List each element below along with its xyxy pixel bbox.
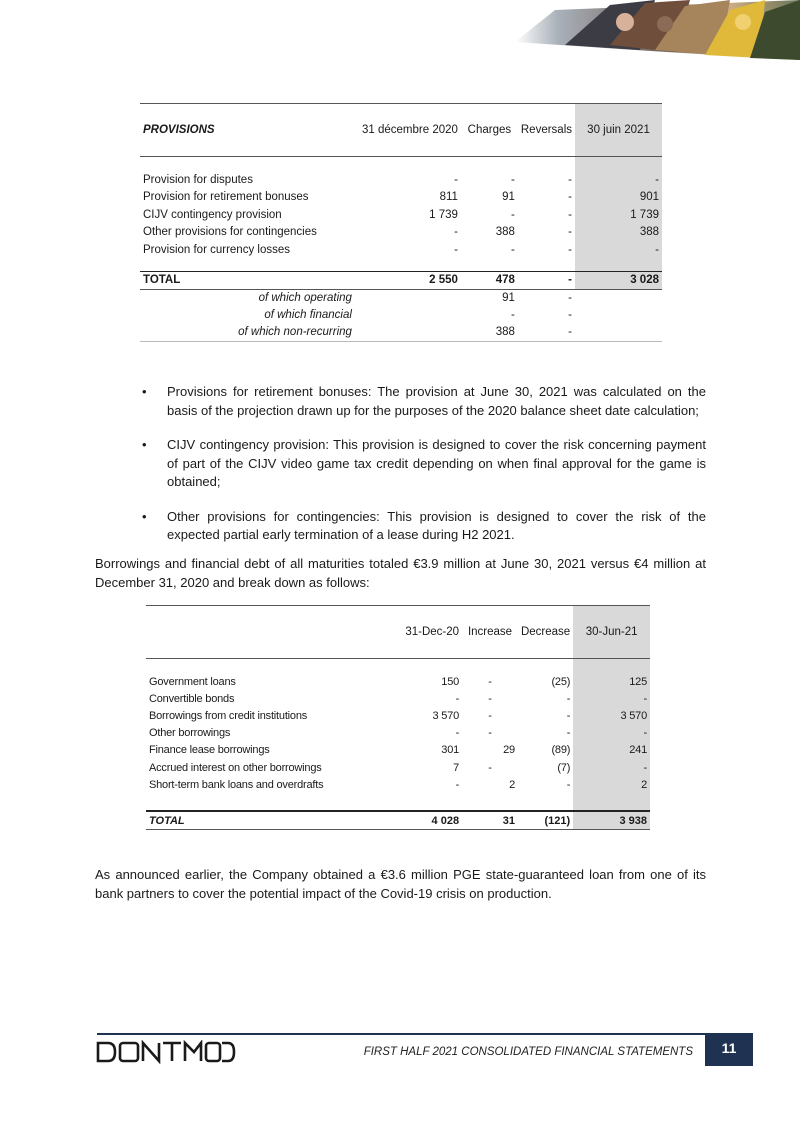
table-row bbox=[146, 776, 650, 793]
cell: - bbox=[518, 271, 575, 289]
cell: 4 028 bbox=[370, 811, 462, 830]
header-dec-20: 31-Dec-20 bbox=[370, 606, 462, 659]
row-label: CIJV contingency provision bbox=[143, 208, 282, 221]
list-item bbox=[140, 383, 706, 420]
list-item-text: CIJV contingency provision: This provision is designed to cover the risk concerning payment of part of the CIJV video game tax credit depending on when final approval for the game is obtained; bbox=[167, 437, 706, 489]
cell: 125 bbox=[573, 673, 650, 690]
cell: - bbox=[511, 208, 515, 221]
cell: 7 bbox=[453, 761, 460, 774]
cell: 3 570 bbox=[432, 709, 460, 722]
cell: 91 bbox=[502, 292, 515, 304]
row-label: Government loans bbox=[149, 675, 236, 688]
cell: 91 bbox=[502, 191, 515, 204]
provisions-table bbox=[140, 103, 662, 342]
cell: - bbox=[575, 241, 662, 259]
cell: 478 bbox=[461, 271, 518, 289]
table-row bbox=[146, 742, 650, 759]
dontnod-logo bbox=[96, 1040, 236, 1064]
header-decrease: Decrease bbox=[518, 606, 573, 659]
page-number: 11 bbox=[705, 1033, 753, 1066]
table-row bbox=[146, 725, 650, 742]
cell: (89) bbox=[551, 744, 571, 757]
table-row bbox=[140, 241, 662, 259]
row-label: Accrued interest on other borrowings bbox=[149, 761, 322, 774]
cell: - bbox=[488, 709, 492, 722]
cell: - bbox=[518, 324, 575, 342]
row-label: Other borrowings bbox=[149, 727, 231, 740]
table-row bbox=[140, 224, 662, 242]
table-row bbox=[146, 759, 650, 776]
sub-row bbox=[140, 324, 662, 342]
cell: - bbox=[454, 243, 458, 256]
cell: - bbox=[568, 191, 573, 204]
provisions-notes-list bbox=[140, 383, 706, 561]
cell: - bbox=[575, 171, 662, 189]
total-label: TOTAL bbox=[146, 811, 370, 830]
list-item bbox=[140, 436, 706, 492]
cell: - bbox=[455, 692, 460, 705]
cell: - bbox=[573, 690, 650, 707]
cell: (7) bbox=[557, 761, 571, 774]
table-row bbox=[140, 171, 662, 189]
list-item-text: Provisions for retirement bonuses: The provision at June 30, 2021 was calculated on the basis of the projection drawn up for the purposes of the 2020 balance sheet date calculation; bbox=[167, 384, 706, 418]
cell: 2 550 bbox=[355, 271, 461, 289]
cell: - bbox=[573, 759, 650, 776]
cell: - bbox=[568, 226, 573, 239]
header-blank bbox=[146, 606, 370, 659]
provisions-table-header bbox=[140, 104, 662, 157]
pge-loan-paragraph: As announced earlier, the Company obtained a €3.6 million PGE state-guaranteed loan from one of its bank partners to cover the potential impact of the Covid-19 crisis on production. bbox=[95, 867, 706, 901]
cell: - bbox=[455, 778, 460, 791]
bullet-icon: • bbox=[142, 508, 147, 524]
header-dec-2020: 31 décembre 2020 bbox=[355, 104, 461, 157]
cell: - bbox=[488, 692, 492, 705]
cell: 2 bbox=[573, 776, 650, 793]
list-item-text: Other provisions for contingencies: This provision is designed to cover the risk of the expected partial early termination of a lease during H2 2021. bbox=[167, 508, 706, 542]
borrowings-table bbox=[146, 605, 650, 830]
cell: - bbox=[566, 692, 571, 705]
provisions-header-label: PROVISIONS bbox=[140, 104, 355, 157]
cell: - bbox=[573, 725, 650, 742]
table-row bbox=[146, 673, 650, 690]
row-label: Borrowings from credit institutions bbox=[149, 709, 308, 722]
header-increase: Increase bbox=[462, 606, 518, 659]
cell: 388 bbox=[495, 226, 515, 239]
sub-row bbox=[140, 307, 662, 324]
cell: - bbox=[488, 761, 492, 774]
sub-row-label: of which non-recurring bbox=[140, 324, 355, 342]
cell: - bbox=[566, 727, 571, 740]
cell: - bbox=[455, 727, 460, 740]
cell: - bbox=[568, 309, 573, 321]
cell: 241 bbox=[573, 742, 650, 759]
cell: - bbox=[511, 309, 515, 321]
cell: - bbox=[488, 727, 492, 740]
cell: - bbox=[454, 226, 458, 239]
table-row bbox=[146, 707, 650, 724]
table-row bbox=[140, 189, 662, 207]
row-label: Short-term bank loans and overdrafts bbox=[149, 778, 324, 791]
cell: (25) bbox=[551, 675, 571, 688]
sub-row bbox=[140, 289, 662, 307]
table-row bbox=[140, 206, 662, 224]
row-label: Provision for retirement bonuses bbox=[143, 191, 309, 204]
cell: 901 bbox=[575, 189, 662, 207]
cell: - bbox=[488, 675, 492, 688]
header-jun-2021: 30 juin 2021 bbox=[575, 104, 662, 157]
borrowings-table-header bbox=[146, 606, 650, 659]
cell: 1 739 bbox=[429, 208, 458, 221]
cell: 3 028 bbox=[575, 271, 662, 289]
row-label: Convertible bonds bbox=[149, 692, 235, 705]
cell: - bbox=[566, 709, 571, 722]
sub-row-label: of which financial bbox=[264, 309, 352, 321]
sub-row-label: of which operating bbox=[258, 292, 352, 304]
footer-title: FIRST HALF 2021 CONSOLIDATED FINANCIAL STATEMENTS bbox=[363, 1046, 693, 1058]
row-label: Other provisions for contingencies bbox=[143, 226, 317, 239]
cell: 2 bbox=[509, 778, 515, 791]
row-label: Provision for currency losses bbox=[143, 243, 290, 256]
cell: 1 739 bbox=[575, 206, 662, 224]
bullet-icon: • bbox=[142, 384, 147, 399]
cell: (121) bbox=[518, 811, 573, 830]
total-label: TOTAL bbox=[140, 271, 355, 289]
total-row bbox=[140, 271, 662, 289]
row-label: Provision for disputes bbox=[143, 173, 253, 186]
cell: 388 bbox=[575, 224, 662, 242]
total-row bbox=[146, 811, 650, 830]
cell: 3 938 bbox=[573, 811, 650, 830]
table-row bbox=[146, 690, 650, 707]
cell: - bbox=[566, 778, 571, 791]
cell: 811 bbox=[439, 191, 458, 204]
bullet-icon: • bbox=[142, 437, 147, 452]
borrowings-intro-paragraph: Borrowings and financial debt of all maturities totaled €3.9 million at June 30, 2021 versus €4 million at December 31, 2020 and break down as follows: bbox=[95, 556, 706, 590]
cell: - bbox=[454, 173, 458, 186]
cell: - bbox=[568, 173, 573, 186]
header-banner-image bbox=[515, 0, 800, 60]
cell: 301 bbox=[441, 744, 460, 757]
cell: 29 bbox=[503, 744, 515, 757]
list-item bbox=[140, 508, 706, 545]
header-jun-21: 30-Jun-21 bbox=[573, 606, 650, 659]
cell: - bbox=[511, 173, 515, 186]
cell: 31 bbox=[462, 811, 518, 830]
cell: 150 bbox=[441, 675, 460, 688]
cell: - bbox=[511, 243, 515, 256]
header-reversals: Reversals bbox=[518, 104, 575, 157]
cell: 3 570 bbox=[573, 707, 650, 724]
header-charges: Charges bbox=[461, 104, 518, 157]
footer-rule bbox=[97, 1033, 753, 1035]
cell: - bbox=[568, 243, 573, 256]
cell: - bbox=[568, 208, 573, 221]
cell: - bbox=[568, 292, 573, 304]
cell: 388 bbox=[461, 324, 518, 342]
row-label: Finance lease borrowings bbox=[149, 744, 270, 757]
